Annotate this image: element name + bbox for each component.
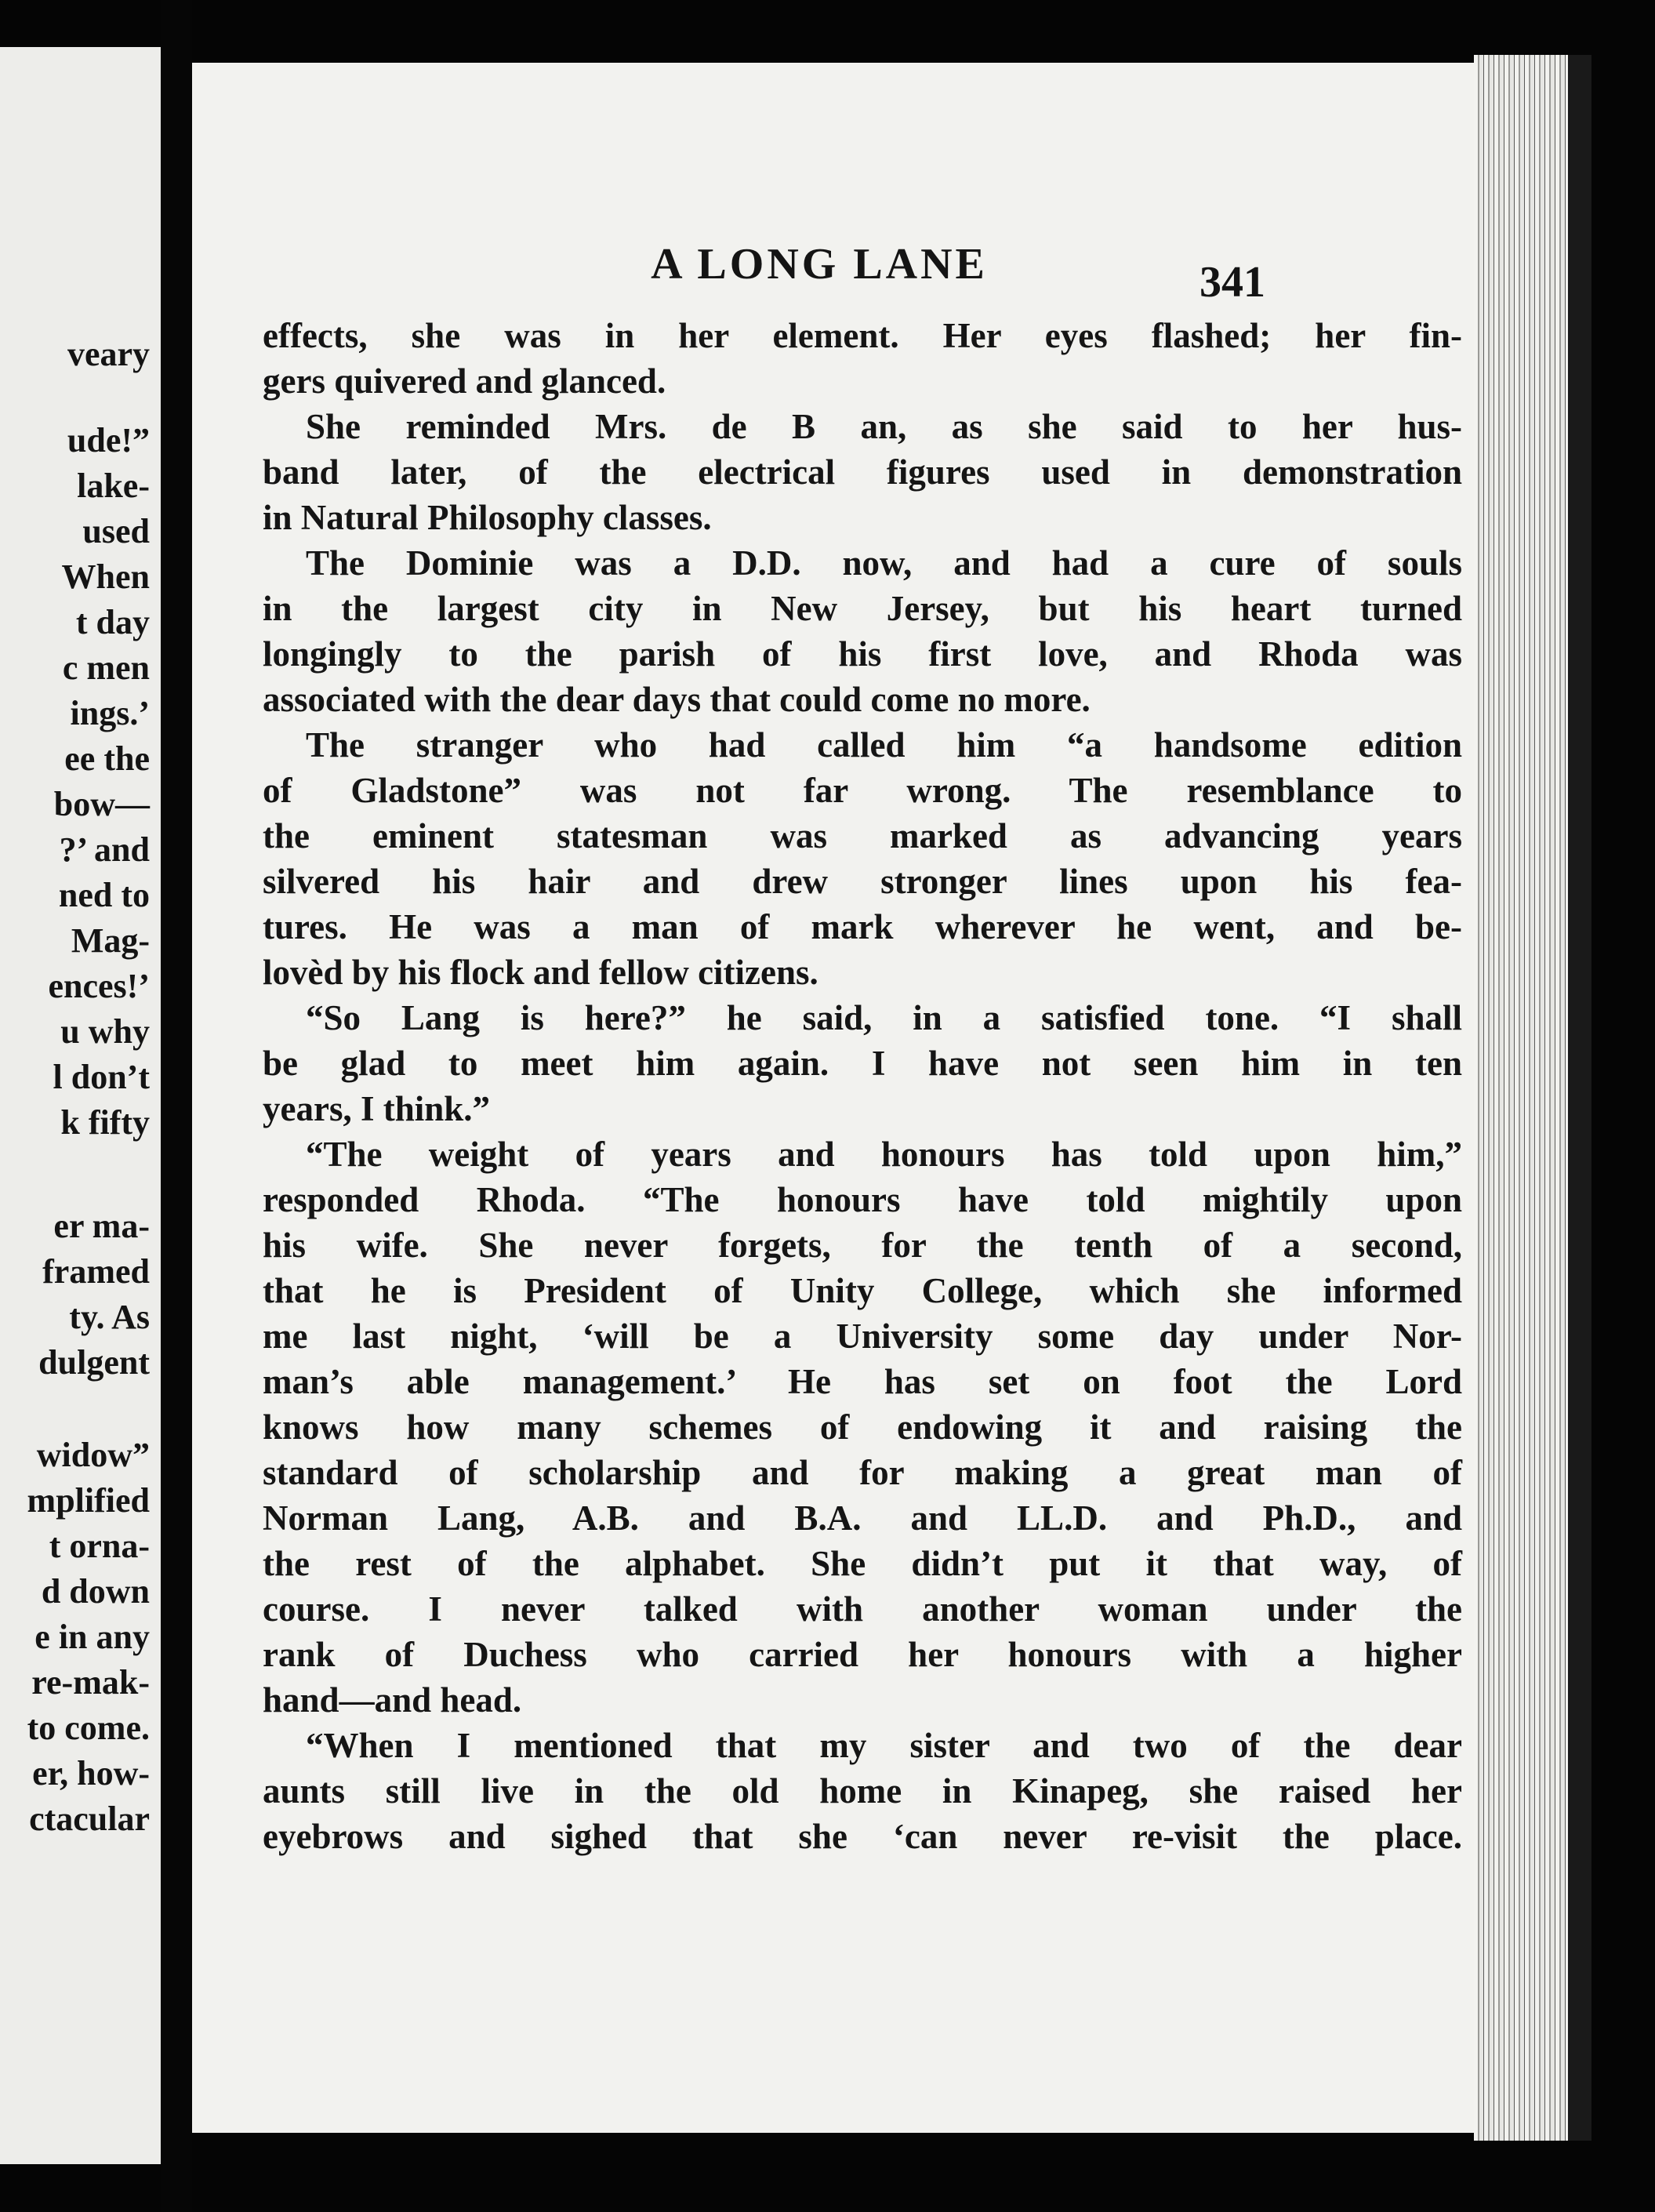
left-fragment: ctacular bbox=[29, 1800, 150, 1838]
text-line: The Dominie was a D.D. now, and had a cure of souls bbox=[306, 543, 1462, 583]
left-fragment: ings.’ bbox=[70, 694, 150, 732]
left-fragment: veary bbox=[67, 335, 150, 373]
page-edges bbox=[1474, 55, 1584, 2141]
text-line: eyebrows and sighed that she ‘can never re-visit the place. bbox=[263, 1817, 1462, 1856]
left-fragment: lake- bbox=[77, 467, 150, 505]
left-facing-page bbox=[0, 47, 161, 2164]
page-number: 341 bbox=[1200, 258, 1265, 307]
left-fragment: ned to bbox=[58, 876, 150, 914]
left-fragment: dulgent bbox=[38, 1343, 150, 1382]
text-line: of Gladstone” was not far wrong. The resemblance to bbox=[263, 771, 1462, 810]
text-line: in the largest city in New Jersey, but his heart turned bbox=[263, 589, 1462, 628]
text-line: Norman Lang, A.B. and B.A. and LL.D. and Ph.D., and bbox=[263, 1498, 1462, 1538]
left-fragment: framed bbox=[42, 1252, 150, 1291]
left-fragment: to come. bbox=[27, 1709, 150, 1747]
text-line: “So Lang is here?” he said, in a satisfied tone. “I shall bbox=[306, 998, 1462, 1037]
text-line: me last night, ‘will be a University some day under Nor- bbox=[263, 1317, 1462, 1356]
right-page bbox=[192, 63, 1509, 2133]
text-line: that he is President of Unity College, which she informed bbox=[263, 1271, 1462, 1310]
text-line: course. I never talked with another woman under the bbox=[263, 1589, 1462, 1629]
left-fragment: u why bbox=[60, 1012, 150, 1051]
left-fragment: c men bbox=[62, 648, 150, 687]
text-line: in Natural Philosophy classes. bbox=[263, 498, 712, 537]
text-line: lovèd by his flock and fellow citizens. bbox=[263, 953, 818, 992]
text-line: his wife. She never forgets, for the tenth of a second, bbox=[263, 1226, 1462, 1265]
text-line: longingly to the parish of his first love, and Rhoda was bbox=[263, 634, 1462, 674]
left-fragment: k fifty bbox=[60, 1103, 150, 1142]
text-line: “The weight of years and honours has told upon him,” bbox=[306, 1135, 1462, 1174]
text-line: associated with the dear days that could come no more. bbox=[263, 680, 1091, 719]
left-fragment: er ma- bbox=[53, 1207, 150, 1245]
text-line: “When I mentioned that my sister and two of the dear bbox=[306, 1726, 1462, 1765]
text-line: hand—and head. bbox=[263, 1680, 522, 1720]
left-fragment: re-mak- bbox=[31, 1663, 150, 1702]
text-line: aunts still live in the old home in Kinapeg, she raised her bbox=[263, 1771, 1462, 1811]
left-fragment: ty. As bbox=[69, 1298, 150, 1336]
left-fragment: bow— bbox=[53, 785, 150, 823]
text-line: the eminent statesman was marked as advancing years bbox=[263, 816, 1462, 855]
left-fragment: e in any bbox=[34, 1618, 150, 1656]
running-head: A LONG LANE bbox=[651, 240, 988, 289]
left-fragment: ude!” bbox=[67, 421, 150, 459]
left-fragment: widow” bbox=[36, 1436, 150, 1474]
text-line: years, I think.” bbox=[263, 1089, 491, 1128]
text-line: tures. He was a man of mark wherever he went, and be- bbox=[263, 907, 1462, 946]
text-line: man’s able management.’ He has set on foot the Lord bbox=[263, 1362, 1462, 1401]
text-line: be glad to meet him again. I have not seen him in ten bbox=[263, 1044, 1462, 1083]
text-line: effects, she was in her element. Her eyes flashed; her fin- bbox=[263, 316, 1462, 355]
text-line: She reminded Mrs. de B an, as she said to her hus- bbox=[306, 407, 1462, 446]
left-fragment: ee the bbox=[64, 739, 150, 778]
text-line: responded Rhoda. “The honours have told mightily upon bbox=[263, 1180, 1462, 1219]
text-line: silvered his hair and drew stronger lines upon his fea- bbox=[263, 862, 1462, 901]
text-line: the rest of the alphabet. She didn’t put it that way, of bbox=[263, 1544, 1462, 1583]
left-fragment: d down bbox=[41, 1572, 150, 1611]
text-line: knows how many schemes of endowing it and raising the bbox=[263, 1407, 1462, 1447]
left-fragment: l don’t bbox=[53, 1058, 150, 1096]
page-edges-shadow bbox=[1568, 55, 1591, 2141]
left-fragment: Mag- bbox=[71, 921, 150, 960]
text-line: standard of scholarship and for making a great man of bbox=[263, 1453, 1462, 1492]
text-line: gers quivered and glanced. bbox=[263, 361, 666, 401]
text-line: band later, of the electrical figures used in demonstration bbox=[263, 452, 1462, 492]
left-fragment: t day bbox=[75, 603, 150, 641]
left-fragment: ences!’ bbox=[48, 967, 150, 1005]
left-fragment: mplified bbox=[27, 1481, 150, 1520]
left-fragment: used bbox=[82, 512, 150, 550]
left-fragment: When bbox=[61, 558, 150, 596]
book-gutter bbox=[161, 0, 192, 2212]
left-fragment: er, how- bbox=[32, 1754, 150, 1792]
left-fragment: t orna- bbox=[49, 1527, 150, 1565]
text-line: The stranger who had called him “a handsome edition bbox=[306, 725, 1462, 765]
left-fragment: ?’ and bbox=[59, 830, 150, 869]
text-line: rank of Duchess who carried her honours with a higher bbox=[263, 1635, 1462, 1674]
